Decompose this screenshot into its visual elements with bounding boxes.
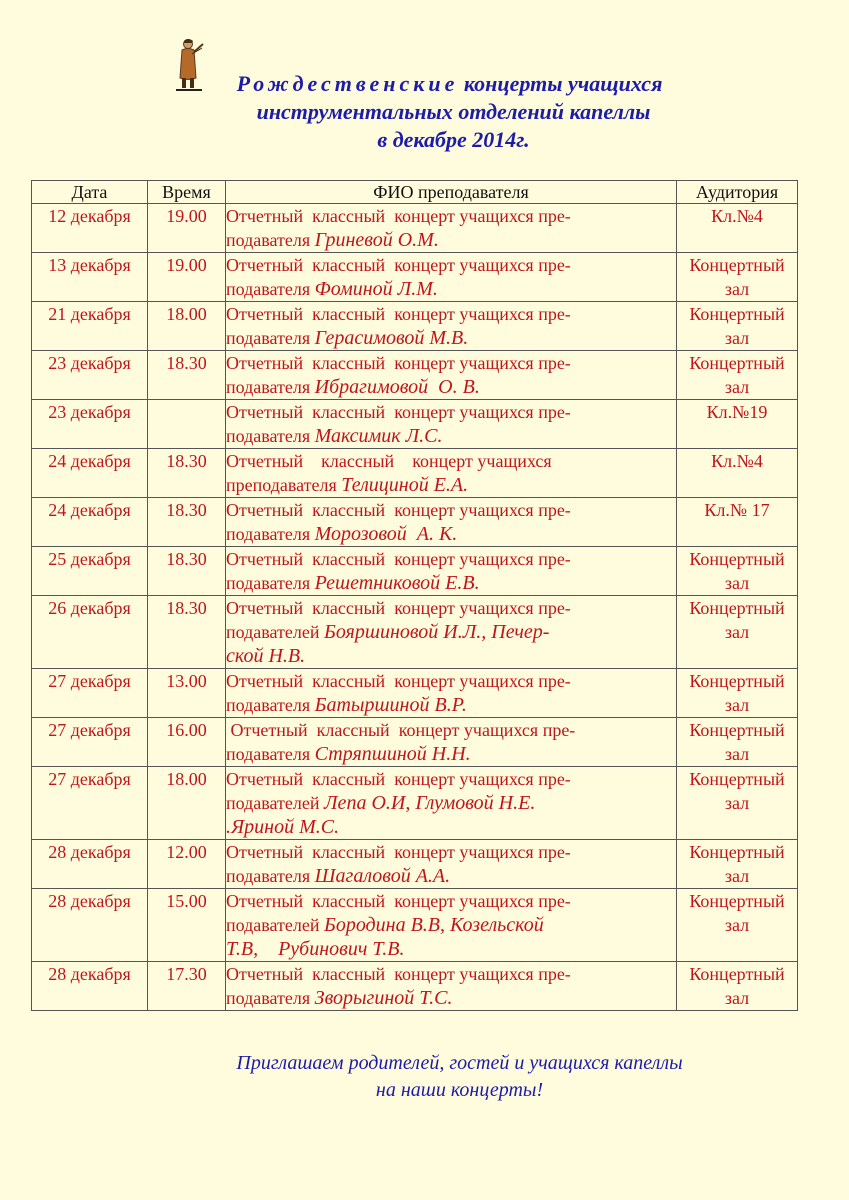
row-text-line1: Отчетный классный концерт учащихся пре-	[226, 671, 571, 691]
row-text-line2: подавателя	[226, 695, 315, 715]
row-date: 28 декабря	[32, 840, 148, 889]
row-text-line1: Отчетный классный концерт учащихся пре-	[226, 891, 571, 911]
teacher-name: Гриневой О.М.	[314, 229, 439, 251]
table-row	[32, 840, 798, 889]
table-row	[32, 351, 798, 400]
row-text-line2: подавателя	[226, 426, 315, 446]
row-time: 18.30	[148, 547, 226, 596]
title-line3: в декабре 2014г.	[377, 127, 530, 152]
table-row	[32, 204, 798, 253]
row-text-line2: подавателя	[226, 524, 315, 544]
row-text-line1: Отчетный классный концерт учащихся пре-	[226, 964, 571, 984]
row-time: 18.30	[148, 449, 226, 498]
row-room: Концертный зал	[677, 669, 798, 718]
row-date: 27 декабря	[32, 669, 148, 718]
teacher-name: Фоминой Л.М.	[314, 278, 438, 300]
row-description	[226, 253, 677, 302]
row-text-line1: Отчетный классный концерт учащихся пре-	[226, 500, 571, 520]
row-time: 18.00	[148, 767, 226, 840]
header-room: Аудитория	[677, 181, 798, 204]
row-text-line1: Отчетный классный концерт учащихся пре-	[226, 206, 571, 226]
row-room: Концертный зал	[677, 767, 798, 840]
row-room: Концертный зал	[677, 253, 798, 302]
row-text-line1: Отчетный классный концерт учащихся пре-	[226, 720, 576, 740]
teacher-name: Шагаловой А.А.	[314, 865, 451, 887]
row-date: 28 декабря	[32, 889, 148, 962]
row-text-line2: подавателей	[226, 915, 325, 935]
row-text-line2: подавателя	[226, 866, 315, 886]
row-time: 19.00	[148, 204, 226, 253]
row-text-line1: Отчетный классный концерт учащихся пре-	[226, 402, 571, 422]
teacher-name-cont: .Яриной М.С.	[226, 816, 340, 838]
row-time: 18.30	[148, 596, 226, 669]
row-text-line2: подавателей	[226, 793, 325, 813]
row-date: 24 декабря	[32, 449, 148, 498]
row-text-line2: подавателя	[226, 230, 315, 250]
table-row	[32, 449, 798, 498]
row-time: 18.00	[148, 302, 226, 351]
row-date: 26 декабря	[32, 596, 148, 669]
row-room: Концертный зал	[677, 962, 798, 1011]
concert-schedule-table	[31, 180, 798, 1011]
row-time: 12.00	[148, 840, 226, 889]
row-text-line1: Отчетный классный концерт учащихся пре-	[226, 769, 571, 789]
row-time: 16.00	[148, 718, 226, 767]
teacher-name: Зворыгиной Т.С.	[314, 987, 453, 1009]
header-date: Дата	[32, 181, 148, 204]
row-text-line2: подавателя	[226, 279, 315, 299]
row-description	[226, 498, 677, 547]
row-text-line2: подавателей	[226, 622, 325, 642]
table-row	[32, 962, 798, 1011]
row-room: Концертный зал	[677, 547, 798, 596]
row-description	[226, 204, 677, 253]
row-date: 21 декабря	[32, 302, 148, 351]
row-date: 12 декабря	[32, 204, 148, 253]
teacher-name: Лепа О.И, Глумовой Н.Е.	[324, 792, 536, 814]
row-description	[226, 547, 677, 596]
table-row	[32, 669, 798, 718]
row-description	[226, 596, 677, 669]
row-text-line1: Отчетный классный концерт учащихся пре-	[226, 842, 571, 862]
row-room: Концертный зал	[677, 302, 798, 351]
row-date: 25 декабря	[32, 547, 148, 596]
row-room: Кл.№19	[677, 400, 798, 449]
row-room: Концертный зал	[677, 718, 798, 767]
row-description	[226, 449, 677, 498]
row-description	[226, 767, 677, 840]
table-row	[32, 400, 798, 449]
table-row	[32, 547, 798, 596]
invitation-footer	[0, 1050, 849, 1104]
row-time: 19.00	[148, 253, 226, 302]
row-date: 23 декабря	[32, 400, 148, 449]
row-text-line2: подавателя	[226, 744, 315, 764]
row-time: 17.30	[148, 962, 226, 1011]
teacher-name: Батыршиной В.Р.	[314, 694, 467, 716]
row-description	[226, 400, 677, 449]
row-time: 18.30	[148, 498, 226, 547]
table-row	[32, 767, 798, 840]
row-description	[226, 351, 677, 400]
row-description	[226, 669, 677, 718]
row-date: 27 декабря	[32, 718, 148, 767]
row-text-line2: преподавателя	[226, 475, 342, 495]
row-description	[226, 718, 677, 767]
row-room: Кл.№ 17	[677, 498, 798, 547]
row-date: 28 декабря	[32, 962, 148, 1011]
row-room: Кл.№4	[677, 204, 798, 253]
title-spaced-word: Рождественские	[236, 71, 459, 96]
row-text-line1: Отчетный классный концерт учащихся пре-	[226, 598, 571, 618]
row-date: 27 декабря	[32, 767, 148, 840]
table-row	[32, 889, 798, 962]
row-room: Кл.№4	[677, 449, 798, 498]
row-date: 23 декабря	[32, 351, 148, 400]
page-title	[0, 70, 849, 154]
row-text-line1: Отчетный классный концерт учащихся пре-	[226, 255, 571, 275]
row-text-line2: подавателя	[226, 328, 315, 348]
teacher-name: Ибрагимовой О. В.	[314, 376, 480, 398]
row-description	[226, 840, 677, 889]
row-room: Концертный зал	[677, 889, 798, 962]
header-teacher: ФИО преподавателя	[226, 181, 677, 204]
row-time	[148, 400, 226, 449]
footer-line2: на наши концерты!	[375, 1079, 544, 1101]
table-row	[32, 302, 798, 351]
row-text-line2: подавателя	[226, 377, 315, 397]
row-text-line1: Отчетный классный концерт учащихся	[226, 451, 552, 471]
table-row	[32, 498, 798, 547]
row-description	[226, 889, 677, 962]
row-text-line2: подавателя	[226, 573, 315, 593]
row-text-line1: Отчетный классный концерт учащихся пре-	[226, 549, 571, 569]
row-date: 13 декабря	[32, 253, 148, 302]
row-text-line1: Отчетный классный концерт учащихся пре-	[226, 353, 571, 373]
table-row	[32, 596, 798, 669]
teacher-name: Телициной Е.А.	[341, 474, 469, 496]
table-row	[32, 253, 798, 302]
teacher-name: Решетниковой Е.В.	[314, 572, 480, 594]
row-description	[226, 302, 677, 351]
teacher-name: Стряпшиной Н.Н.	[314, 743, 471, 765]
teacher-name-cont: Т.В, Рубинович Т.В.	[226, 938, 405, 960]
table-row	[32, 718, 798, 767]
row-room: Концертный зал	[677, 351, 798, 400]
row-time: 15.00	[148, 889, 226, 962]
row-room: Концертный зал	[677, 596, 798, 669]
table-header-row	[32, 181, 798, 204]
row-time: 18.30	[148, 351, 226, 400]
row-description	[226, 962, 677, 1011]
row-text-line2: подавателя	[226, 988, 315, 1008]
teacher-name-cont: ской Н.В.	[226, 645, 306, 667]
row-room: Концертный зал	[677, 840, 798, 889]
title-line2: инструментальных отделений капеллы	[256, 99, 651, 124]
row-time: 13.00	[148, 669, 226, 718]
header-time: Время	[148, 181, 226, 204]
teacher-name: Бородина В.В, Козельской	[324, 914, 544, 936]
row-date: 24 декабря	[32, 498, 148, 547]
row-text-line1: Отчетный классный концерт учащихся пре-	[226, 304, 571, 324]
title-line1-rest: концерты учащихся	[463, 71, 663, 96]
teacher-name: Бояршиновой И.Л., Печер-	[324, 621, 550, 643]
footer-line1: Приглашаем родителей, гостей и учащихся капеллы	[236, 1052, 683, 1074]
teacher-name: Герасимовой М.В.	[314, 327, 469, 349]
teacher-name: Морозовой А. К.	[314, 523, 458, 545]
teacher-name: Максимик Л.С.	[314, 425, 443, 447]
